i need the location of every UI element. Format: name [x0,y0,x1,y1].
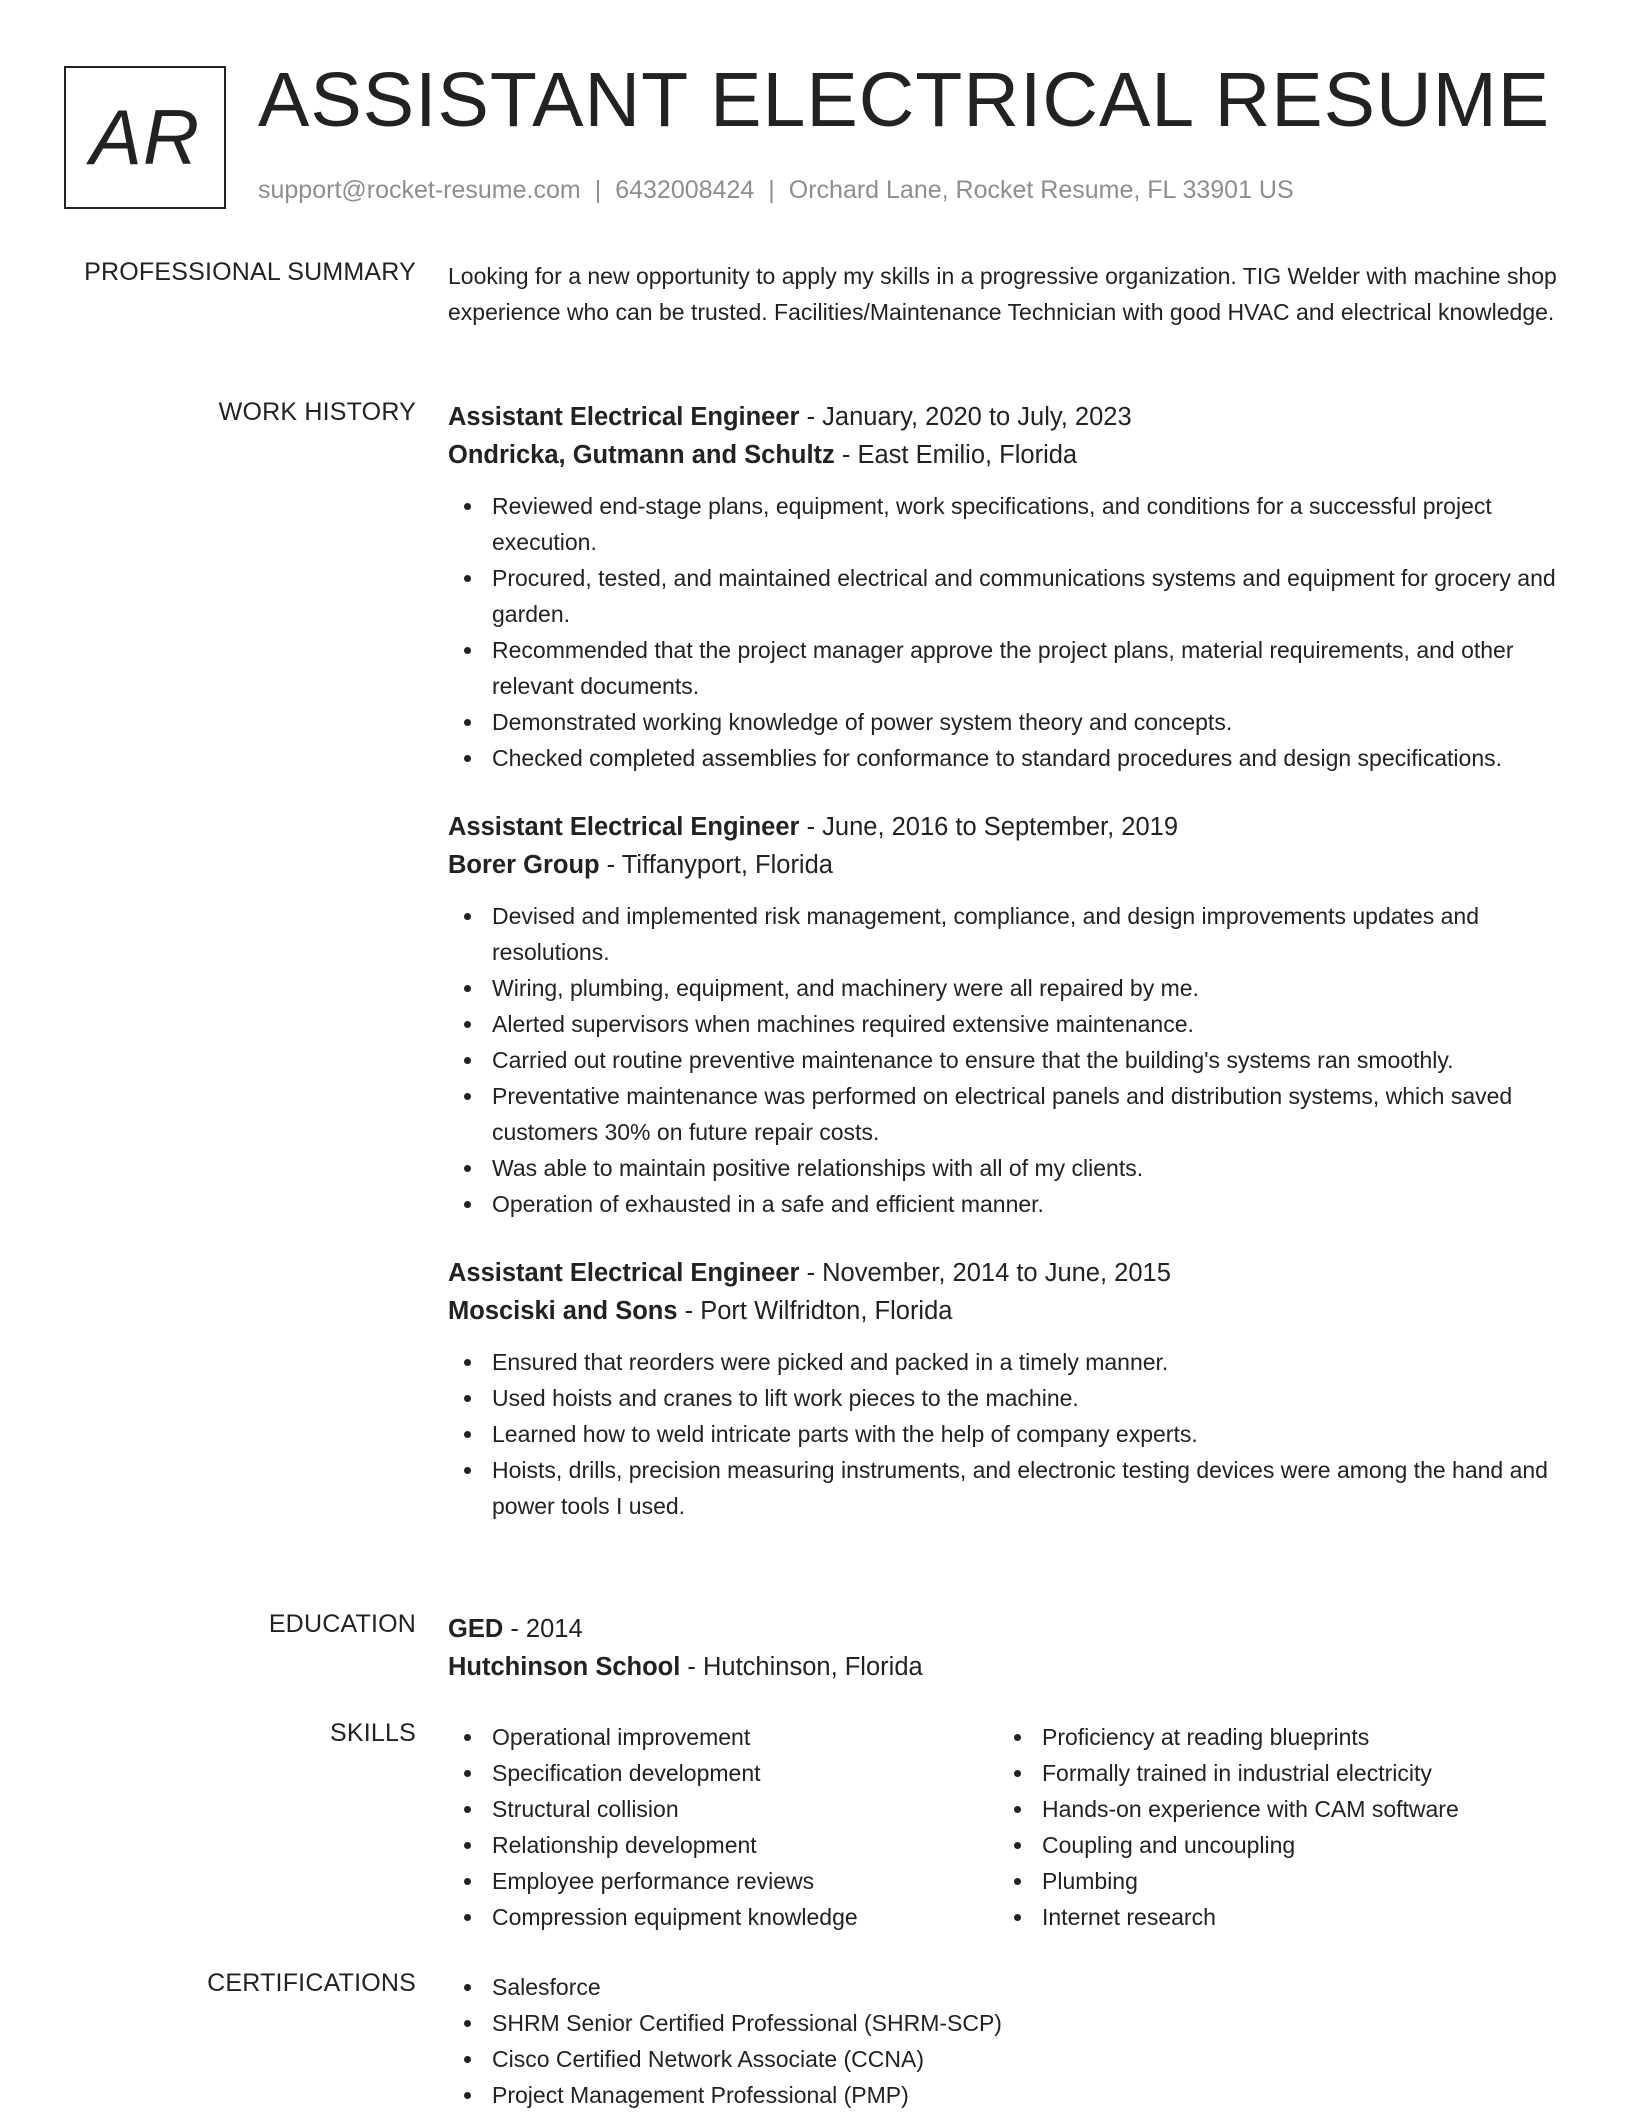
certifications-body [448,1969,1558,2112]
list-item: Structural collision [448,1791,998,1827]
list-item: Carried out routine preventive maintenance to ensure that the building's systems ran smoothly. [448,1042,1558,1078]
job-dates: - June, 2016 to September, 2019 [799,813,1178,841]
job-title-line [448,398,1558,436]
list-item: Proficiency at reading blueprints [998,1719,1558,1755]
list-item: SHRM Senior Certified Professional (SHRM-SCP) [448,2005,1558,2041]
list-item: Specification development [448,1755,998,1791]
section-label: WORK HISTORY [218,398,416,426]
list-item: Employee performance reviews [448,1863,998,1899]
section-label: CERTIFICATIONS [207,1969,416,1997]
section-label: EDUCATION [268,1610,416,1638]
job-title: Assistant Electrical Engineer [448,1259,800,1287]
list-item: Ensured that reorders were picked and packed in a timely manner. [448,1344,1558,1380]
contact-address: Orchard Lane, Rocket Resume, FL 33901 US [788,176,1294,204]
work-history-body [448,398,1558,1524]
job-bullets [448,488,1558,776]
list-item: Preventative maintenance was performed on electrical panels and distribution systems, which saved customers 30% on future repair costs. [448,1078,1558,1150]
resume-title: ASSISTANT ELECTRICAL RESUME [258,57,1551,143]
skills-body [448,1719,1558,1935]
job-bullets [448,898,1558,1222]
list-item: Project Management Professional (PMP) [448,2077,1558,2112]
section-label: SKILLS [330,1719,416,1747]
monogram-box: AR [64,66,226,209]
certifications-list [448,1969,1558,2112]
contact-separator: | [594,176,602,204]
job-location: - Tiffanyport, Florida [599,851,833,879]
job-company: Borer Group [448,851,600,879]
job-bullets [448,1344,1558,1524]
list-item: Internet research [998,1899,1558,1935]
list-item: Compression equipment knowledge [448,1899,998,1935]
list-item: Alerted supervisors when machines required extensive maintenance. [448,1006,1558,1042]
job-dates: - January, 2020 to July, 2023 [799,403,1132,431]
list-item: Coupling and uncoupling [998,1827,1558,1863]
job-location: - East Emilio, Florida [834,441,1078,469]
list-item: Hoists, drills, precision measuring instruments, and electronic testing devices were among the hand and power tools I used. [448,1452,1558,1524]
list-item: Operational improvement [448,1719,998,1755]
skills-list-left [448,1719,998,1935]
list-item: Devised and implemented risk management, compliance, and design improvements updates and resolutions. [448,898,1558,970]
job-title: Assistant Electrical Engineer [448,813,800,841]
job-company-line [448,436,1558,474]
contact-email[interactable]: support@rocket-resume.com [258,176,581,204]
list-item: Demonstrated working knowledge of power system theory and concepts. [448,704,1558,740]
job-company: Ondricka, Gutmann and Schultz [448,441,835,469]
list-item: Reviewed end-stage plans, equipment, work specifications, and conditions for a successful project execution. [448,488,1558,560]
job-dates: - November, 2014 to June, 2015 [799,1259,1171,1287]
school-name: Hutchinson School [448,1653,681,1681]
list-item: Was able to maintain positive relationships with all of my clients. [448,1150,1558,1186]
contact-line [258,176,1294,205]
list-item: Wiring, plumbing, equipment, and machinery were all repaired by me. [448,970,1558,1006]
list-item: Relationship development [448,1827,998,1863]
job-location: - Port Wilfridton, Florida [677,1297,953,1325]
summary-text: Looking for a new opportunity to apply my skills in a progressive organization. TIG Welder with machine shop experience who can be trusted. Facilities/Maintenance Technician with good HVAC and electrical knowledge. [448,263,1557,325]
section-label: PROFESSIONAL SUMMARY [84,258,416,286]
contact-separator: | [768,176,775,204]
job-company-line [448,846,1558,884]
list-item: Used hoists and cranes to lift work pieces to the machine. [448,1380,1558,1416]
school-location: - Hutchinson, Florida [680,1653,923,1681]
job-title: Assistant Electrical Engineer [448,403,800,431]
degree-year: - 2014 [503,1615,583,1643]
list-item: Salesforce [448,1969,1558,2005]
list-item: Learned how to weld intricate parts with the help of company experts. [448,1416,1558,1452]
job-company: Mosciski and Sons [448,1297,678,1325]
job-company-line [448,1292,1558,1330]
list-item: Operation of exhausted in a safe and efficient manner. [448,1186,1558,1222]
list-item: Plumbing [998,1863,1558,1899]
skills-list-right [998,1719,1558,1935]
contact-phone[interactable]: 6432008424 [615,176,755,204]
list-item: Recommended that the project manager approve the project plans, material requirements, and other relevant documents. [448,632,1558,704]
list-item: Hands-on experience with CAM software [998,1791,1558,1827]
job-title-line [448,808,1558,846]
list-item: Procured, tested, and maintained electrical and communications systems and equipment for grocery and garden. [448,560,1558,632]
school-line [448,1648,1558,1686]
list-item: Cisco Certified Network Associate (CCNA) [448,2041,1558,2077]
job-entry [448,1254,1558,1524]
job-entry [448,398,1558,776]
degree-line [448,1610,1558,1648]
skills-columns [448,1719,1558,1935]
education-body [448,1610,1558,1686]
list-item: Checked completed assemblies for conformance to standard procedures and design specifications. [448,740,1558,776]
degree: GED [448,1615,504,1643]
job-title-line [448,1254,1558,1292]
list-item: Formally trained in industrial electricity [998,1755,1558,1791]
job-entry [448,808,1558,1222]
